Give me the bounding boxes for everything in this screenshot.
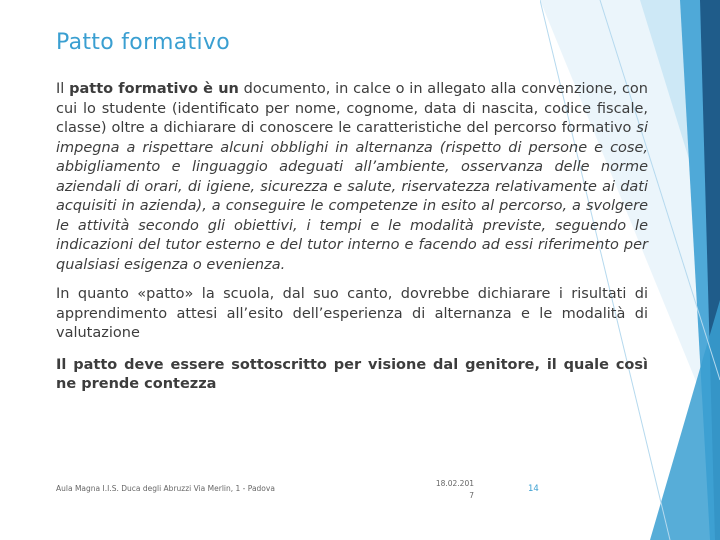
paragraph-patto <box>56 80 648 275</box>
slide-title: Patto formativo <box>56 30 230 55</box>
paragraph-normal-text: documento, in calce o in allegato alla convenzione, con cui lo studente (identificato per nome, cognome, data di nascita, codice fiscale, classe) oltre a dichiarare di conoscere le caratteristiche del percorso formativo <box>56 81 648 136</box>
paragraph-scuola: In quanto «patto» la scuola, dal suo canto, dovrebbe dichiarare i risultati di apprendimento attesi all’esito dell’esperienza di alternanza e le modalità di valutazione <box>56 286 648 341</box>
paragraph-genitore: Il patto deve essere sottoscritto per visione dal genitore, il quale così ne prende contezza <box>56 356 648 392</box>
slide-body <box>56 80 648 395</box>
paragraph-italic-text: si impegna a rispettare alcuni obblighi in alternanza (rispetto di persone e cose, abbigliamento e linguaggio adeguati all’ambiente, osservanza delle norme aziendali di orari, di igiene, sicurezza e salute, riservatezza relativamente ai dati acquisiti in azienda), a conseguire le competenze in esito al percorso, a svolgere le attività secondo gli obiettivi, i tempi e le modalità previste, seguendo le indicazioni del tutor esterno e del tutor interno e facendo ad essi riferimento per qualsiasi esigenza o evenienza. <box>56 120 648 273</box>
footer-location: Aula Magna I.I.S. Duca degli Abruzzi Via Merlin, 1 - Padova <box>56 484 275 493</box>
footer-date-line1: 18.02.201 <box>435 479 474 488</box>
page-number: 14 <box>528 484 539 494</box>
paragraph-lead: Il <box>56 81 70 97</box>
footer-date-line2: 7 <box>469 491 474 500</box>
paragraph-bold-phrase: patto formativo è un <box>69 81 239 97</box>
footer-date <box>432 478 474 502</box>
